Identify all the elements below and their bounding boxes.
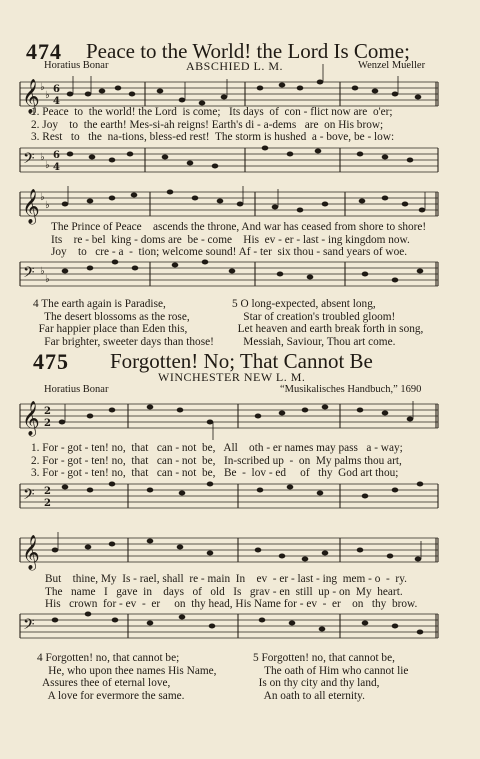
notehead (302, 557, 309, 562)
notehead (322, 405, 329, 410)
notehead (382, 155, 389, 160)
lyric-line: Joy to cre - a - tion; welcome sound! Af - ter six thou - sand years of woe. (51, 246, 408, 259)
notehead (255, 414, 262, 419)
notehead (52, 548, 59, 553)
notehead (322, 551, 329, 556)
svg-text:𝄞: 𝄞 (22, 79, 40, 114)
notehead (157, 89, 164, 94)
svg-text:♭: ♭ (40, 82, 45, 93)
svg-text:2: 2 (44, 498, 51, 509)
hymn-number: 474 (26, 39, 62, 64)
svg-text:4: 4 (53, 96, 60, 107)
notehead (87, 266, 94, 271)
notehead (392, 624, 399, 629)
treble-staff (0, 186, 480, 226)
notehead (289, 621, 296, 626)
composer-credit: Wenzel Mueller (358, 60, 426, 71)
verse-5 (253, 652, 408, 702)
bass-staff (0, 256, 480, 292)
notehead (109, 158, 116, 163)
bass-staff (0, 608, 480, 644)
notehead (307, 275, 314, 280)
notehead (279, 411, 286, 416)
notehead (207, 482, 214, 487)
verse-4 (37, 652, 216, 702)
notehead (179, 491, 186, 496)
notehead (207, 420, 214, 425)
verse-line: The desert blossoms as the rose, (33, 310, 190, 323)
notehead (147, 488, 154, 493)
notehead (162, 155, 169, 160)
notehead (177, 408, 184, 413)
notehead (217, 199, 224, 204)
notehead (199, 101, 206, 106)
bass-staff (0, 478, 480, 514)
svg-text:𝄞: 𝄞 (22, 535, 40, 570)
notehead (221, 95, 228, 100)
notehead (297, 86, 304, 91)
notehead (259, 618, 266, 623)
notehead (59, 420, 66, 425)
notehead (62, 202, 69, 207)
lyric-line: But thine, My Is - rael, shall re - main In ev - er - last - ing mem - o - ry. (45, 573, 407, 585)
notehead (297, 208, 304, 213)
notehead (177, 545, 184, 550)
notehead (279, 554, 286, 559)
svg-text:6: 6 (53, 150, 60, 161)
notehead (302, 408, 309, 413)
notehead (387, 554, 394, 559)
notehead (85, 92, 92, 97)
notehead (167, 190, 174, 195)
notehead (129, 92, 136, 97)
lyric-line: 1. For - got - ten! no, that can - not be, All oth - er names may pass a - way; (31, 442, 403, 454)
notehead (317, 80, 324, 85)
svg-text:𝄢: 𝄢 (23, 264, 35, 285)
lyric-lines (31, 442, 403, 480)
notehead (402, 202, 409, 207)
verse-line: 4 Forgotten! no, that cannot be; (37, 652, 180, 664)
svg-text:𝄢: 𝄢 (23, 486, 35, 507)
notehead (202, 260, 209, 265)
notehead (262, 146, 269, 151)
lyric-line: Its re - bel king - doms are be - come His ev - er - last - ing kingdom now. (51, 233, 410, 246)
svg-text:♭: ♭ (45, 160, 50, 171)
notehead (362, 272, 369, 277)
svg-text:𝄢: 𝄢 (23, 150, 35, 171)
notehead (207, 551, 214, 556)
notehead (415, 95, 422, 100)
notehead (67, 92, 74, 97)
lyric-line: His crown for - ev - er on thy head, His Name for - ev - er on thy brow. (45, 598, 418, 611)
hymn-title: Forgotten! No; That Cannot Be (110, 349, 373, 373)
hymn-number: 475 (33, 349, 69, 374)
lyric-line: The Prince of Peace ascends the throne, And war has ceased from shore to shore! (51, 221, 427, 233)
notehead (62, 485, 69, 490)
svg-text:♭: ♭ (40, 152, 45, 163)
verse-line: An oath to all eternity. (253, 689, 365, 702)
verse-line: Messiah, Saviour, Thou art come. (232, 335, 396, 348)
verse-4 (33, 298, 214, 348)
notehead (392, 92, 399, 97)
verse-line: Star of creation's troubled gloom! (232, 310, 396, 323)
notehead (255, 548, 262, 553)
notehead (417, 630, 424, 635)
notehead (179, 615, 186, 620)
notehead (209, 624, 216, 629)
notehead (257, 86, 264, 91)
notehead (179, 98, 186, 103)
verse-line: 5 O long-expected, absent long, (232, 298, 376, 310)
notehead (229, 269, 236, 274)
notehead (85, 545, 92, 550)
svg-text:♭: ♭ (45, 274, 50, 285)
lyric-line: 3. Rest to the na-tions, bless-ed rest! The storm is hushed a - bove, be - low: (31, 131, 395, 144)
notehead (419, 208, 426, 213)
notehead (127, 152, 134, 157)
notehead (109, 542, 116, 547)
notehead (87, 199, 94, 204)
notehead (112, 260, 119, 265)
notehead (87, 414, 94, 419)
notehead (362, 494, 369, 499)
svg-text:𝄢: 𝄢 (23, 616, 35, 637)
svg-text:♭: ♭ (45, 200, 50, 211)
notehead (115, 86, 122, 91)
svg-text:6: 6 (53, 84, 60, 95)
treble-staff (0, 532, 480, 572)
notehead (147, 621, 154, 626)
notehead (319, 627, 326, 632)
svg-text:𝄞: 𝄞 (22, 401, 40, 436)
svg-text:4: 4 (53, 162, 60, 173)
tune-name: ABSCHIED L. M. (186, 59, 284, 73)
notehead (287, 152, 294, 157)
notehead (362, 621, 369, 626)
notehead (62, 269, 69, 274)
source-credit: “Musikalisches Handbuch,” 1690 (280, 384, 422, 395)
notehead (109, 482, 116, 487)
notehead (382, 411, 389, 416)
notehead (109, 196, 116, 201)
lyric-line: 3. For - got - ten! no, that can - not be, Be - lov - ed of thy God art thou; (31, 467, 399, 480)
notehead (212, 164, 219, 169)
notehead (279, 83, 286, 88)
notehead (109, 408, 116, 413)
notehead (257, 488, 264, 493)
notehead (372, 89, 379, 94)
hymn-title: Peace to the World! the Lord Is Come; (86, 39, 410, 63)
svg-text:2: 2 (44, 406, 51, 417)
notehead (407, 417, 414, 422)
svg-text:♭: ♭ (40, 266, 45, 277)
lyric-line: 2. For - got - ten! no, that can - not be, In-scribed up - on My palms thou art, (31, 454, 402, 467)
lyric-lines (51, 221, 426, 259)
verse-line: 4 The earth again is Paradise, (33, 298, 166, 310)
notehead (315, 149, 322, 154)
notehead (382, 196, 389, 201)
notehead (237, 202, 244, 207)
notehead (85, 612, 92, 617)
notehead (132, 266, 139, 271)
notehead (407, 158, 414, 163)
lyric-lines (31, 106, 394, 144)
notehead (277, 272, 284, 277)
notehead (357, 548, 364, 553)
notehead (87, 488, 94, 493)
verse-5 (232, 298, 423, 348)
notehead (322, 202, 329, 207)
svg-text:♭: ♭ (40, 192, 45, 203)
verse-line: He, who upon thee names His Name, (37, 664, 217, 677)
notehead (89, 155, 96, 160)
svg-text:𝄞: 𝄞 (22, 189, 40, 224)
svg-text:2: 2 (44, 418, 51, 429)
svg-text:♭: ♭ (45, 90, 50, 101)
verse-line: The oath of Him who cannot lie (253, 664, 409, 677)
lyric-line: 1. Peace to the world! the Lord is come; Its days of con - flict now are o'er; (31, 106, 393, 118)
notehead (415, 557, 422, 562)
notehead (192, 196, 199, 201)
notehead (392, 278, 399, 283)
notehead (417, 269, 424, 274)
notehead (417, 482, 424, 487)
notehead (112, 618, 119, 623)
lyric-line: The name I gave in days of old Is grav - en still up - on My heart. (45, 585, 403, 598)
lyric-line: 2. Joy to the earth! Mes-si-ah reigns! Earth's di - a-dems are on His brow; (31, 118, 384, 131)
notehead (317, 491, 324, 496)
author-credit: Horatius Bonar (44, 60, 109, 71)
lyric-lines (45, 573, 417, 611)
bass-staff (0, 142, 480, 178)
notehead (172, 263, 179, 268)
notehead (187, 161, 194, 166)
notehead (357, 408, 364, 413)
verse-line: Let heaven and earth break forth in song, (232, 323, 424, 335)
notehead (357, 152, 364, 157)
notehead (52, 618, 59, 623)
verse-line: A love for evermore the same. (37, 689, 185, 702)
treble-staff (0, 398, 480, 438)
verse-line: Is on thy city and thy land, (253, 677, 380, 689)
notehead (359, 199, 366, 204)
notehead (147, 405, 154, 410)
notehead (352, 86, 359, 91)
verse-line: 5 Forgotten! no, that cannot be, (253, 652, 395, 664)
notehead (287, 485, 294, 490)
verse-line: Far happier place than Eden this, (33, 323, 188, 335)
notehead (147, 539, 154, 544)
author-credit: Horatius Bonar (44, 384, 109, 395)
notehead (272, 205, 279, 210)
notehead (99, 89, 106, 94)
notehead (67, 152, 74, 157)
verse-line: Assures thee of eternal love, (37, 677, 171, 689)
notehead (131, 193, 138, 198)
notehead (392, 488, 399, 493)
verse-line: Far brighter, sweeter days than those! (33, 335, 214, 348)
svg-text:2: 2 (44, 486, 51, 497)
tune-name: WINCHESTER NEW L. M. (158, 370, 306, 384)
